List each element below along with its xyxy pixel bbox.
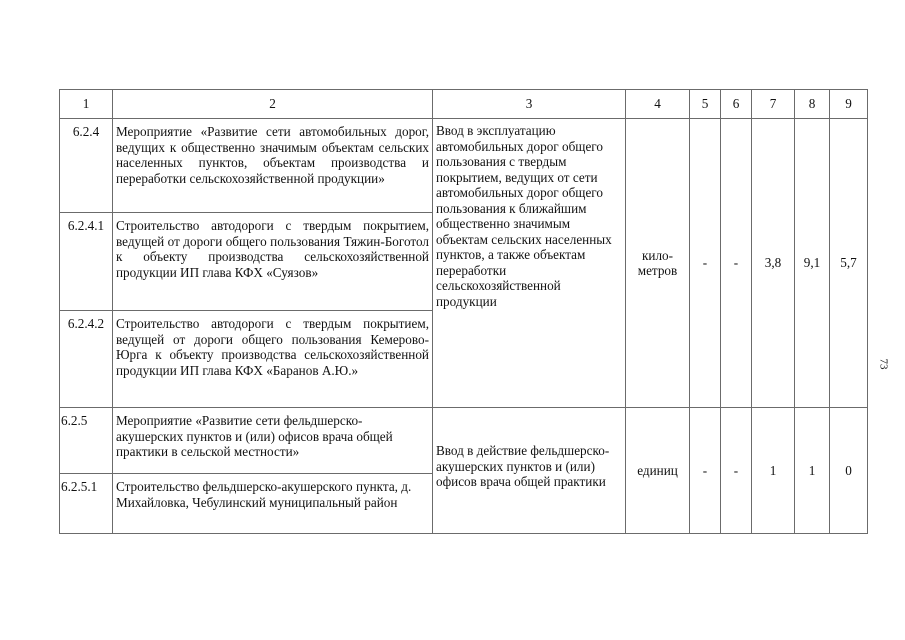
row-name: Мероприятие «Развитие сети фельдшерско-акушерских пунктов и (или) офисов врача общей практики в сельской местности»	[113, 408, 433, 474]
row-number: 6.2.4.2	[60, 311, 113, 408]
value-col-9: 5,7	[830, 119, 868, 408]
row-number: 6.2.5.1	[60, 474, 113, 534]
program-table	[59, 89, 868, 534]
table-row	[60, 408, 868, 474]
row-name: Строительство автодороги с твердым покрытием, ведущей от дороги общего пользования Кемерово-Юрга к объекту производства сельскохозяйственной продукции ИП глава КФХ «Баранов А.Ю.»	[113, 311, 433, 408]
page-number: 73	[877, 358, 890, 370]
row-name: Мероприятие «Развитие сети автомобильных дорог, ведущих к общественно значимым объектам сельских населенных пунктов, объектам производства и переработки сельскохозяйственной продукции»	[113, 119, 433, 213]
row-name: Строительство фельдшерско-акушерского пункта, д. Михайловка, Чебулинский муниципальный район	[113, 474, 433, 534]
header-col-4: 4	[626, 90, 690, 119]
row-number: 6.2.4	[60, 119, 113, 213]
row-number: 6.2.5	[60, 408, 113, 474]
value-col-5: -	[690, 408, 721, 534]
header-col-3: 3	[433, 90, 626, 119]
header-col-9: 9	[830, 90, 868, 119]
header-col-8: 8	[795, 90, 830, 119]
header-col-1: 1	[60, 90, 113, 119]
unit-cell: кило-метров	[626, 119, 690, 408]
value-col-9: 0	[830, 408, 868, 534]
value-col-7: 3,8	[752, 119, 795, 408]
value-col-8: 1	[795, 408, 830, 534]
value-col-6: -	[721, 119, 752, 408]
header-col-5: 5	[690, 90, 721, 119]
unit-cell: единиц	[626, 408, 690, 534]
value-col-5: -	[690, 119, 721, 408]
header-row	[60, 90, 868, 119]
value-col-7: 1	[752, 408, 795, 534]
result-indicator: Ввод в действие фельдшерско-акушерских пунктов и (или) офисов врача общей практики	[433, 408, 626, 534]
row-name: Строительство автодороги с твердым покрытием, ведущей от дороги общего пользования Тяжин-Боготол к объекту производства сельскохозяйственной продукции ИП глава КФХ «Суязов»	[113, 213, 433, 311]
value-col-8: 9,1	[795, 119, 830, 408]
header-col-7: 7	[752, 90, 795, 119]
row-number: 6.2.4.1	[60, 213, 113, 311]
value-col-6: -	[721, 408, 752, 534]
header-col-2: 2	[113, 90, 433, 119]
table-row	[60, 119, 868, 213]
result-indicator: Ввод в эксплуатацию автомобильных дорог общего пользования с твердым покрытием, ведущих от сети автомобильных дорог общего пользования к ближайшим общественно значимым объектам сельских населенных пунктов, а также объектам переработки сельскохозяйственной продукции	[433, 119, 626, 408]
header-col-6: 6	[721, 90, 752, 119]
